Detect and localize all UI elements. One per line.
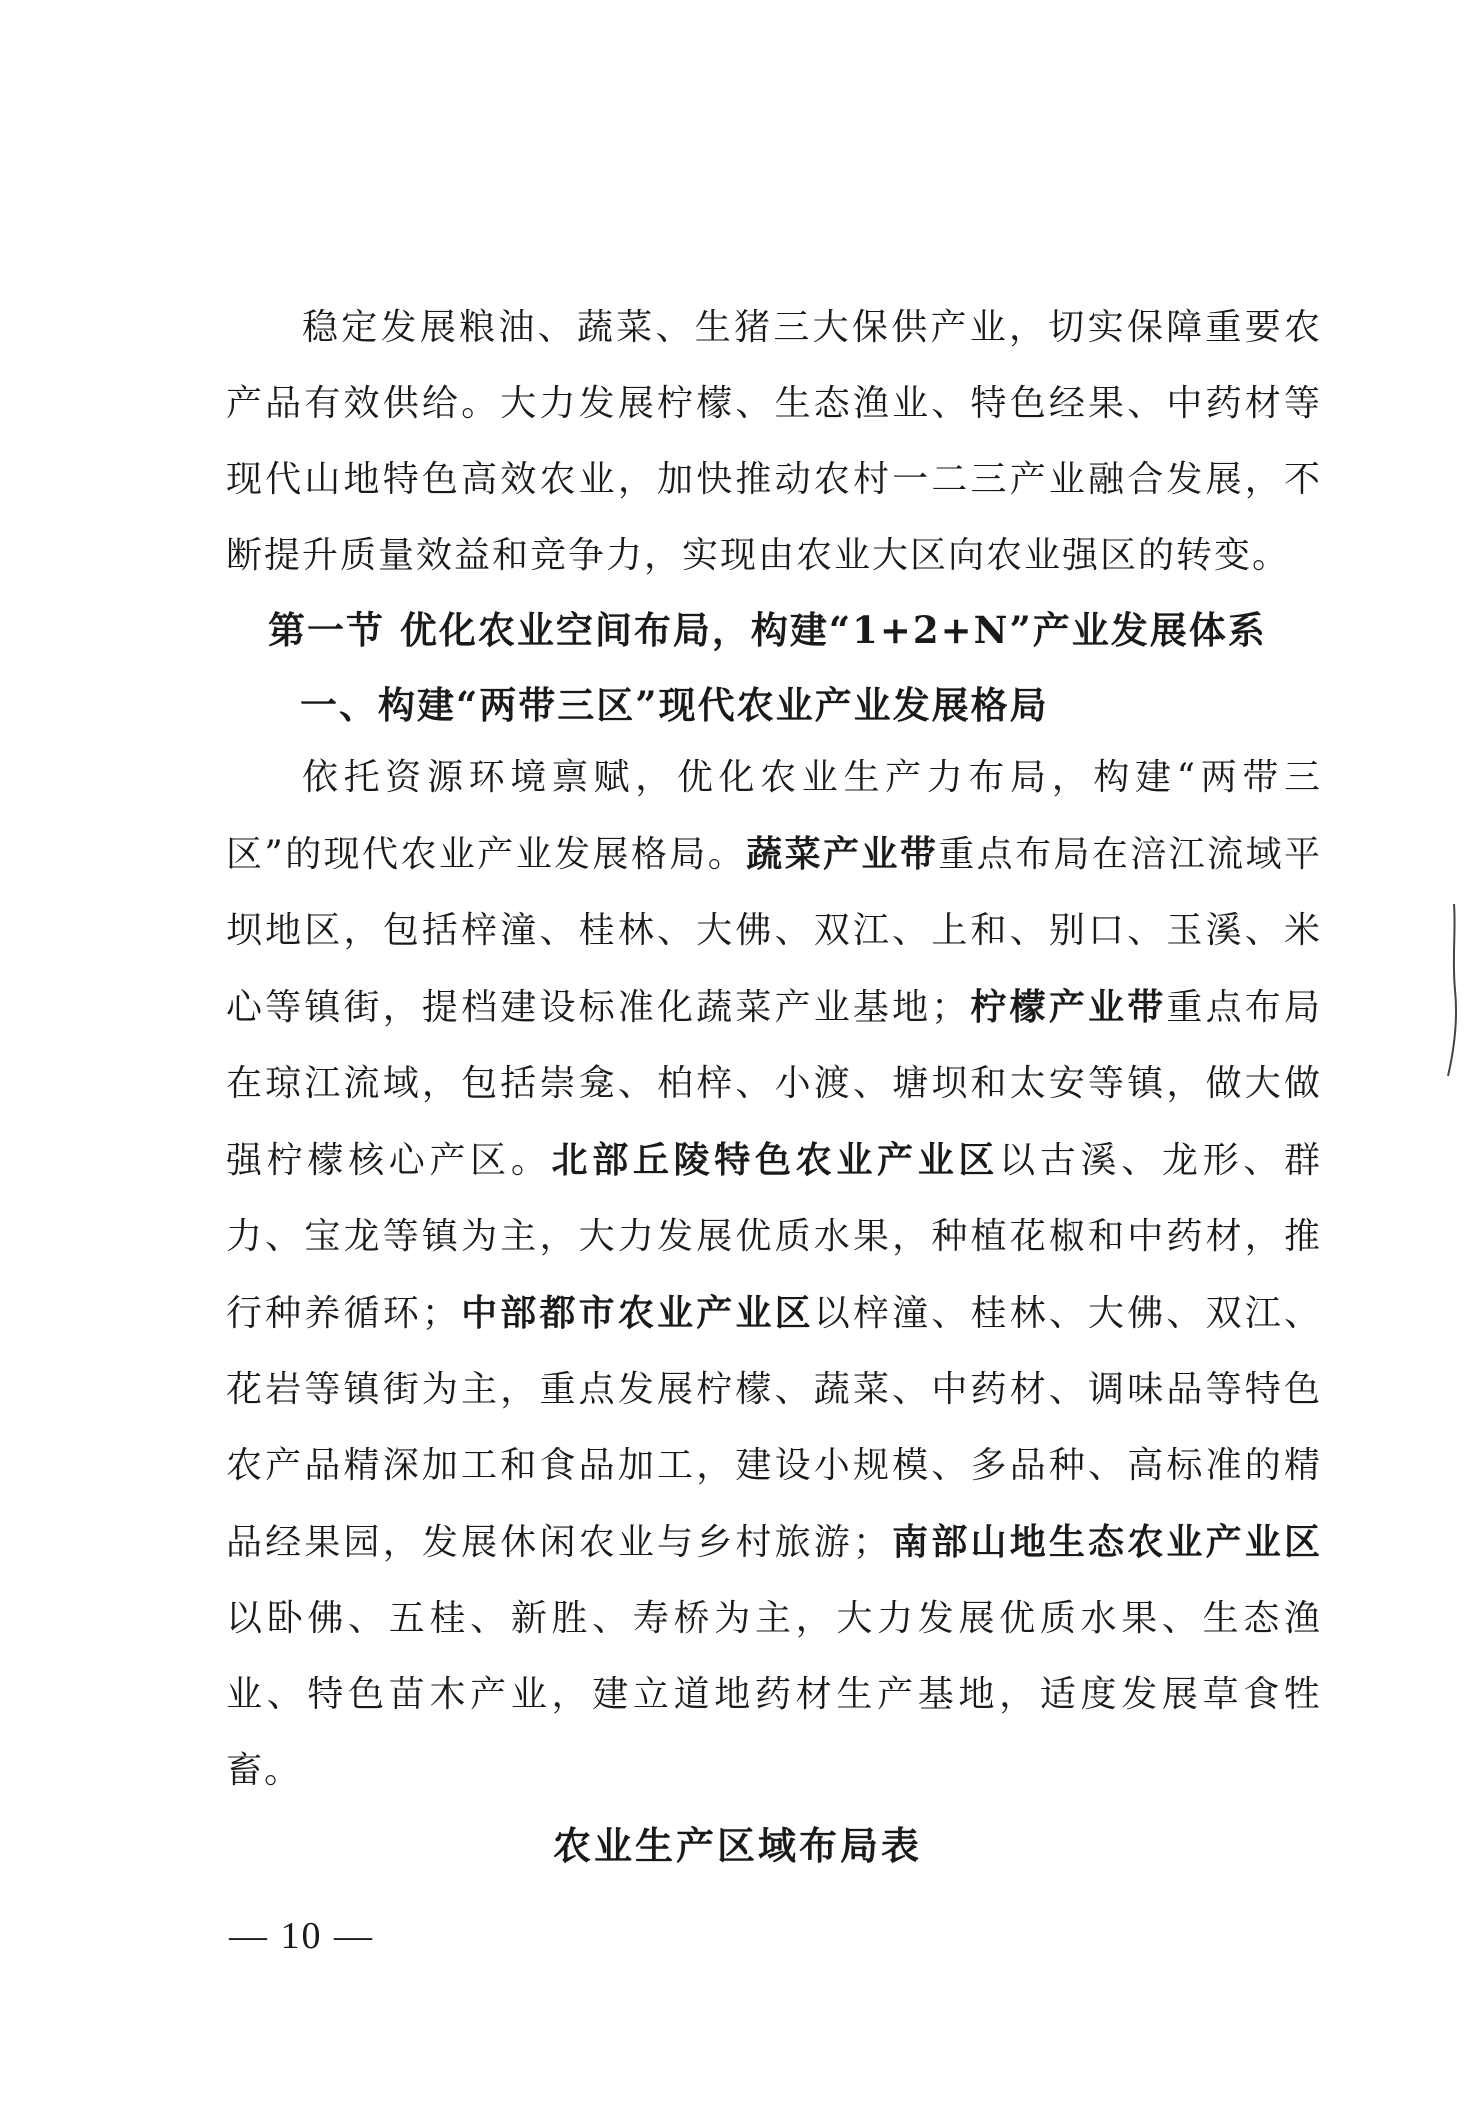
north-zone-text: 以古溪、龙形、群力、宝龙等镇为主，大力发展优质水果，种植花椒和中药材，推行种养循环；	[226, 1140, 1322, 1334]
central-zone-text: 以梓潼、桂林、大佛、双江、花岩等镇街为主，重点发展柠檬、蔬菜、中药材、调味品等特色农产品精深加工和食品加工，建设小规模、多品种、高标准的精品经果园，发展休闲农业与乡村旅游；	[226, 1293, 1322, 1563]
vegetable-belt-text: 重点布局在涪江流域平坝地区，包括梓潼、桂林、大佛、双江、上和、别口、玉溪、米心等镇街，提档建设标准化蔬菜产业基地；	[226, 834, 1322, 1028]
central-zone-term: 中部都市农业产业区	[459, 1292, 814, 1334]
layout-paragraph	[226, 740, 1322, 1809]
scan-edge-mark	[1440, 900, 1470, 1080]
north-zone-term: 北部丘陵特色农业产业区	[551, 1139, 1000, 1181]
lemon-belt-text: 重点布局在琼江流域，包括崇龛、柏梓、小渡、塘坝和太安等镇，做大做强柠檬核心产区。	[226, 987, 1322, 1181]
lemon-belt-term: 柠檬产业带	[969, 986, 1167, 1028]
subsection-heading: 一、构建“两带三区”现代农业产业发展格局	[300, 683, 1049, 727]
south-zone-term: 南部山地生态农业产业区	[890, 1521, 1322, 1563]
intro-paragraph: 稳定发展粮油、蔬菜、生猪三大保供产业，切实保障重要农产品有效供给。大力发展柠檬、生态渔业、特色经果、中药材等现代山地特色高效农业，加快推动农村一二三产业融合发展，不断提升质量效益和竞争力，实现由农业大区向农业强区的转变。	[226, 307, 1322, 576]
section-heading: 第一节 优化农业空间布局，构建“1+2+N”产业发展体系	[268, 608, 1267, 652]
intro-paragraph-block	[226, 290, 1322, 594]
vegetable-belt-term: 蔬菜产业带	[746, 833, 939, 875]
page-number: — 10 —	[229, 1915, 374, 1957]
layout-paragraph-block	[226, 740, 1322, 1809]
south-zone-text: 以卧佛、五桂、新胜、寿桥为主，大力发展优质水果、生态渔业、特色苗木产业，建立道地药材生产基地，适度发展草食牲畜。	[226, 1598, 1322, 1791]
layout-intro-text: 依托资源环境禀赋，优化农业生产力布局，构建“两带三区”的现代农业产业发展格局。	[226, 757, 1322, 875]
table-caption: 农业生产区域布局表	[552, 1823, 922, 1868]
